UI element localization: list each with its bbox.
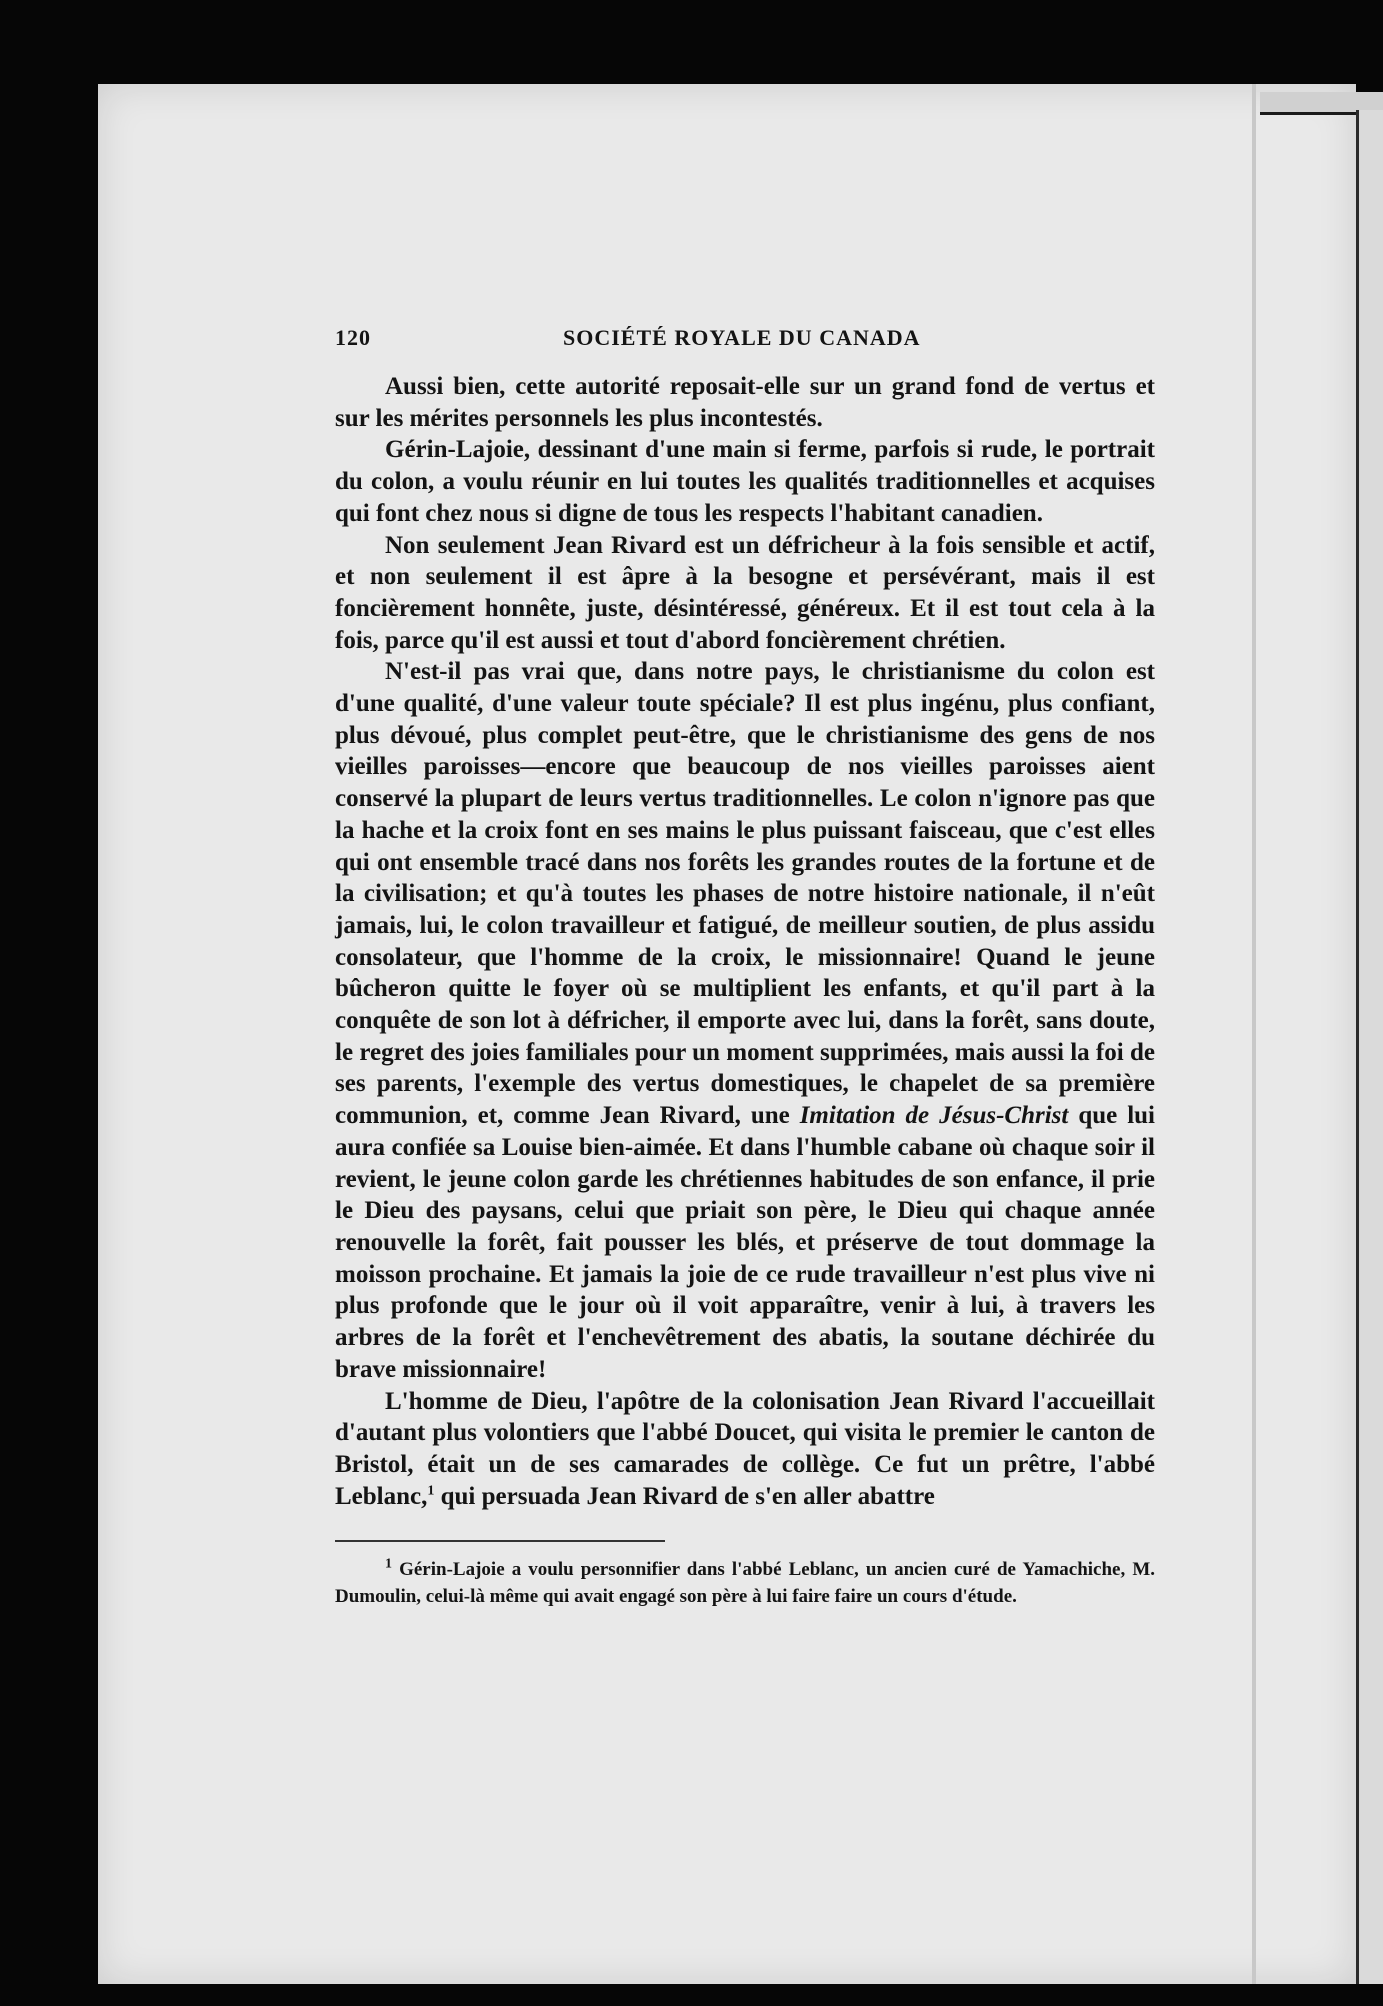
paragraph-4-part-1: N'est-il pas vrai que, dans notre pays, le christianisme du colon est d'une qualité, d'une valeur toute spéciale? Il est plus ingénu, plus confiant, plus dévoué, plus complet peut-être, que le christianisme des gens de nos vieilles paroisses—encore que beaucoup de nos vieilles paroisses aient conservé la plupart de leurs vertus traditionnelles. Le colon n'ignore pas que la hache et la croix font en ses mains le plus puissant faisceau, que c'est elles qui ont ensemble tracé dans nos forêts les grandes routes de la fortune et de la civilisation; et qu'à toutes les phases de notre histoire nationale, il n'eût jamais, lui, le colon travailleur et fatigué, de meilleur soutien, de plus assidu consolateur, que l'homme de la croix, le missionnaire! Quand le jeune bûcheron quitte le foyer où se multiplient les enfants, et qu'il part à la conquête de son lot à défricher, il emporte avec lui, dans la forêt, sans doute, le regret des joies familiales pour un moment supprimées, mais aussi la foi de ses parents, l'exemple des vertus domestiques, le chapelet de sa première communion, et, comme Jean Rivard, une xyxy=(335,658,1155,1130)
footnote-reference: 1 xyxy=(427,1483,435,1499)
paragraph-5 xyxy=(335,1386,1155,1513)
footnote-divider xyxy=(335,1540,665,1542)
running-title: SOCIÉTÉ ROYALE DU CANADA xyxy=(563,325,921,350)
book-title-italic: Imitation de Jésus-Christ xyxy=(799,1102,1069,1130)
footnote-marker: 1 xyxy=(385,1556,392,1572)
running-head xyxy=(335,325,1155,359)
footnote-text: Gérin-Lajoie a voulu personnifier dans l'abbé Leblanc, un ancien curé de Yamachiche, M. Dumoulin, celui-là même qui avait engagé son père à lui faire faire un cours d'étude. xyxy=(335,1559,1156,1608)
text-block xyxy=(335,325,1155,1610)
paragraph-4 xyxy=(335,656,1155,1385)
paragraph-5-part-1: L'homme de Dieu, l'apôtre de la colonisation Jean Rivard l'accueillait d'autant plus volontiers que l'abbé Doucet, qui visita le premier le canton de Bristol, était un de ses camarades de collège. Ce fut un prêtre, l'abbé Leblanc, xyxy=(335,1387,1155,1510)
paragraph-5-part-2: qui persuada Jean Rivard de s'en aller abattre xyxy=(434,1482,935,1510)
body-text xyxy=(335,371,1155,1512)
paragraph-3: Non seulement Jean Rivard est un défricheur à la fois sensible et actif, et non seulement il est âpre à la besogne et persévérant, mais il est foncièrement honnête, juste, désintéressé, généreux. Et il est tout cela à la fois, parce qu'il est aussi et tout d'abord foncièrement chrétien. xyxy=(335,531,1155,654)
paragraph-1: Aussi bien, cette autorité reposait-elle sur un grand fond de vertus et sur les mérites personnels les plus incontestés. xyxy=(335,373,1155,432)
next-page-edge xyxy=(1356,110,1383,1984)
paragraph-2: Gérin-Lajoie, dessinant d'une main si ferme, parfois si rude, le portrait du colon, a voulu réunir en lui toutes les qualités traditionnelles et acquises qui font chez nous si digne de tous les respects l'habitant canadien. xyxy=(335,436,1155,527)
paragraph-4-part-2: que lui aura confiée sa Louise bien-aimée. Et dans l'humble cabane où chaque soir il revient, le jeune colon garde les chrétiennes habitudes de son enfance, il prie le Dieu des paysans, celui que priait son père, le Dieu qui chaque année renouvelle la forêt, fait pousser les blés, et préserve de tout dommage la moisson prochaine. Et jamais la joie de ce rude travailleur n'est plus vive ni plus profonde que le jour où il voit apparaître, venir à lui, à travers les arbres de la forêt et l'enchevêtrement des abatis, la soutane déchirée du brave missionnaire! xyxy=(335,1102,1156,1383)
page-gutter-line xyxy=(1252,84,1256,1984)
footnote xyxy=(335,1556,1155,1610)
page-number: 120 xyxy=(335,325,371,350)
